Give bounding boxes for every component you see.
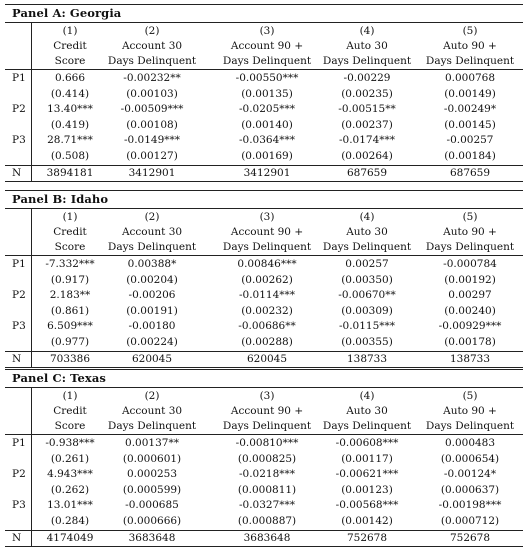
panel-title-rule (5, 22, 523, 23)
column-header-num: (1) (62, 390, 78, 402)
coefficient-cell: -0.000685 (125, 499, 179, 511)
row-label: P3 (12, 134, 26, 146)
panel-bottom-rule (5, 181, 523, 182)
std-error-cell: (0.00204) (126, 273, 178, 286)
std-error-cell: (0.284) (50, 514, 90, 527)
coefficient-cell: 6.509*** (47, 320, 93, 332)
n-cell: 620045 (131, 353, 173, 365)
coefficient-cell: -0.0327*** (238, 499, 296, 511)
coefficient-cell: -0.00515** (338, 103, 396, 115)
row-label: P1 (12, 437, 26, 449)
coefficient-cell: -0.938*** (45, 437, 95, 449)
coefficient-cell: -0.00232** (123, 72, 181, 84)
std-error-cell: (0.000601) (122, 452, 182, 465)
std-error-cell: (0.917) (50, 273, 90, 286)
column-header-num: (2) (144, 390, 160, 402)
coefficient-cell: -0.00568*** (335, 499, 399, 511)
column-header-h1: Auto 90 + (443, 226, 497, 238)
row-label: P2 (12, 289, 26, 301)
header-rule (5, 255, 523, 256)
coefficient-cell: -0.00249* (443, 103, 497, 115)
n-cell: 3412901 (243, 167, 291, 179)
column-header-h1: Account 90 + (230, 226, 304, 238)
column-header-h2: Days Delinquent (222, 241, 312, 253)
panel-top-rule (5, 4, 523, 5)
header-rule (5, 434, 523, 435)
column-header-h2: Score (54, 55, 86, 67)
column-header-h1: Auto 30 (346, 405, 388, 417)
std-error-cell: (0.00103) (126, 87, 178, 100)
n-label: N (12, 353, 22, 365)
n-cell: 3683648 (128, 532, 176, 544)
column-header-h1: Account 90 + (230, 40, 304, 52)
std-error-cell: (0.00178) (444, 335, 496, 348)
coefficient-cell: -0.00229 (343, 72, 391, 84)
column-header-num: (5) (462, 211, 478, 223)
coefficient-cell: 28.71*** (47, 134, 93, 146)
std-error-cell: (0.00191) (126, 304, 178, 317)
column-header-num: (2) (144, 25, 160, 37)
column-header-h2: Score (54, 241, 86, 253)
std-error-cell: (0.00224) (126, 335, 178, 348)
column-header-h1: Credit (53, 226, 87, 238)
coefficient-cell: -0.00180 (128, 320, 176, 332)
std-error-cell: (0.977) (50, 335, 90, 348)
std-error-cell: (0.262) (50, 483, 90, 496)
std-error-cell: (0.00123) (341, 483, 393, 496)
column-header-h2: Days Delinquent (425, 55, 515, 67)
column-header-h2: Days Delinquent (322, 241, 412, 253)
std-error-cell: (0.00108) (126, 118, 178, 131)
std-error-cell: (0.00184) (444, 149, 496, 162)
std-error-cell: (0.00127) (126, 149, 178, 162)
coefficient-cell: -0.00257 (446, 134, 494, 146)
coefficient-cell: 4.943*** (47, 468, 93, 480)
coefficient-cell: -0.00509*** (120, 103, 184, 115)
panel-top-rule (5, 369, 523, 370)
panel-title: Panel C: Texas (12, 371, 106, 385)
coefficient-cell: -0.00810*** (235, 437, 299, 449)
coefficient-cell: 0.00846*** (237, 258, 297, 270)
coefficient-cell: -0.00929*** (438, 320, 502, 332)
column-header-num: (4) (359, 390, 375, 402)
row-label: P2 (12, 468, 26, 480)
column-header-num: (3) (259, 25, 275, 37)
label-column-rule (31, 22, 32, 181)
column-header-num: (1) (62, 211, 78, 223)
std-error-cell: (0.000887) (237, 514, 297, 527)
std-error-cell: (0.00288) (241, 335, 293, 348)
std-error-cell: (0.00350) (341, 273, 393, 286)
n-cell: 687659 (346, 167, 388, 179)
coefficient-cell: -0.00608*** (335, 437, 399, 449)
column-header-h2: Days Delinquent (107, 420, 197, 432)
column-header-h1: Account 90 + (230, 405, 304, 417)
column-header-h2: Days Delinquent (322, 420, 412, 432)
header-rule (5, 69, 523, 70)
std-error-cell: (0.00240) (444, 304, 496, 317)
column-header-num: (5) (462, 25, 478, 37)
n-label: N (12, 532, 22, 544)
panel-title: Panel A: Georgia (12, 6, 122, 20)
panel-title-rule (5, 208, 523, 209)
column-header-num: (1) (62, 25, 78, 37)
coefficient-cell: -7.332*** (45, 258, 95, 270)
coefficient-cell: -0.0115*** (338, 320, 396, 332)
coefficient-cell: 0.000483 (444, 437, 496, 449)
std-error-cell: (0.000654) (440, 452, 500, 465)
coefficient-cell: 0.666 (54, 72, 86, 84)
label-column-rule (31, 387, 32, 546)
column-header-h1: Account 30 (121, 40, 183, 52)
coefficient-cell: 13.40*** (47, 103, 93, 115)
column-header-h1: Account 30 (121, 226, 183, 238)
column-header-h2: Days Delinquent (425, 241, 515, 253)
coefficient-cell: -0.0114*** (238, 289, 296, 301)
n-label: N (12, 167, 22, 179)
coefficient-cell: -0.0205*** (238, 103, 296, 115)
coefficient-cell: -0.0174*** (338, 134, 396, 146)
row-label: P1 (12, 72, 26, 84)
n-cell: 752678 (449, 532, 491, 544)
coefficient-cell: -0.00206 (128, 289, 176, 301)
n-cell: 3683648 (243, 532, 291, 544)
std-error-cell: (0.00140) (241, 118, 293, 131)
panel-top-rule (5, 190, 523, 191)
column-header-h2: Days Delinquent (222, 420, 312, 432)
n-cell: 620045 (246, 353, 288, 365)
coefficient-cell: -0.0149*** (123, 134, 181, 146)
column-header-h1: Credit (53, 40, 87, 52)
n-cell: 687659 (449, 167, 491, 179)
panel-title: Panel B: Idaho (12, 192, 109, 206)
column-header-num: (2) (144, 211, 160, 223)
n-cell: 3412901 (128, 167, 176, 179)
std-error-cell: (0.00262) (241, 273, 293, 286)
coefficient-cell: 0.00257 (345, 258, 389, 270)
coefficient-cell: -0.00124* (443, 468, 497, 480)
std-error-cell: (0.00192) (444, 273, 496, 286)
column-header-h2: Days Delinquent (322, 55, 412, 67)
std-error-cell: (0.414) (50, 87, 90, 100)
column-header-h2: Days Delinquent (222, 55, 312, 67)
coefficient-cell: 0.00137** (125, 437, 179, 449)
coefficient-cell: 13.01*** (47, 499, 93, 511)
std-error-cell: (0.00232) (241, 304, 293, 317)
column-header-h1: Auto 90 + (443, 40, 497, 52)
coefficient-cell: -0.00686** (238, 320, 296, 332)
std-error-cell: (0.261) (50, 452, 90, 465)
std-error-cell: (0.000811) (237, 483, 297, 496)
column-header-h2: Days Delinquent (107, 55, 197, 67)
row-label: P2 (12, 103, 26, 115)
std-error-cell: (0.00237) (341, 118, 393, 131)
row-label: P3 (12, 499, 26, 511)
coefficient-cell: -0.00198*** (438, 499, 502, 511)
n-cell: 703386 (49, 353, 91, 365)
coefficient-cell: -0.000784 (443, 258, 497, 270)
coefficient-cell: 0.00388* (127, 258, 177, 270)
std-error-cell: (0.00142) (341, 514, 393, 527)
n-cell: 4174049 (46, 532, 94, 544)
column-header-num: (3) (259, 390, 275, 402)
column-header-h1: Account 30 (121, 405, 183, 417)
column-header-h1: Auto 30 (346, 40, 388, 52)
coefficient-cell: 0.000768 (444, 72, 496, 84)
coefficient-cell: 2.183** (49, 289, 91, 301)
coefficient-cell: -0.00670** (338, 289, 396, 301)
std-error-cell: (0.00135) (241, 87, 293, 100)
std-error-cell: (0.419) (50, 118, 90, 131)
row-label: P3 (12, 320, 26, 332)
std-error-cell: (0.508) (50, 149, 90, 162)
std-error-cell: (0.000637) (440, 483, 500, 496)
std-error-cell: (0.00169) (241, 149, 293, 162)
column-header-num: (3) (259, 211, 275, 223)
label-column-rule (31, 208, 32, 367)
std-error-cell: (0.000599) (122, 483, 182, 496)
panel-bottom-rule (5, 367, 523, 368)
column-header-h2: Days Delinquent (107, 241, 197, 253)
coefficient-cell: -0.0218*** (238, 468, 296, 480)
row-label: P1 (12, 258, 26, 270)
std-error-cell: (0.00309) (341, 304, 393, 317)
std-error-cell: (0.00149) (444, 87, 496, 100)
column-header-num: (5) (462, 390, 478, 402)
n-cell: 3894181 (46, 167, 94, 179)
std-error-cell: (0.000666) (122, 514, 182, 527)
coefficient-cell: -0.00621*** (335, 468, 399, 480)
std-error-cell: (0.00264) (341, 149, 393, 162)
column-header-h1: Credit (53, 405, 87, 417)
coefficient-cell: -0.0364*** (238, 134, 296, 146)
std-error-cell: (0.000712) (440, 514, 500, 527)
std-error-cell: (0.00235) (341, 87, 393, 100)
column-header-h1: Auto 90 + (443, 405, 497, 417)
column-header-num: (4) (359, 211, 375, 223)
panel-bottom-rule (5, 546, 523, 547)
coefficient-cell: 0.000253 (126, 468, 178, 480)
panel-title-rule (5, 387, 523, 388)
column-header-num: (4) (359, 25, 375, 37)
n-cell: 752678 (346, 532, 388, 544)
column-header-h1: Auto 30 (346, 226, 388, 238)
std-error-cell: (0.00355) (341, 335, 393, 348)
coefficient-cell: -0.00550*** (235, 72, 299, 84)
std-error-cell: (0.00145) (444, 118, 496, 131)
column-header-h2: Days Delinquent (425, 420, 515, 432)
n-cell: 138733 (449, 353, 491, 365)
std-error-cell: (0.000825) (237, 452, 297, 465)
std-error-cell: (0.00117) (341, 452, 393, 465)
coefficient-cell: 0.00297 (448, 289, 492, 301)
n-cell: 138733 (346, 353, 388, 365)
column-header-h2: Score (54, 420, 86, 432)
std-error-cell: (0.861) (50, 304, 90, 317)
